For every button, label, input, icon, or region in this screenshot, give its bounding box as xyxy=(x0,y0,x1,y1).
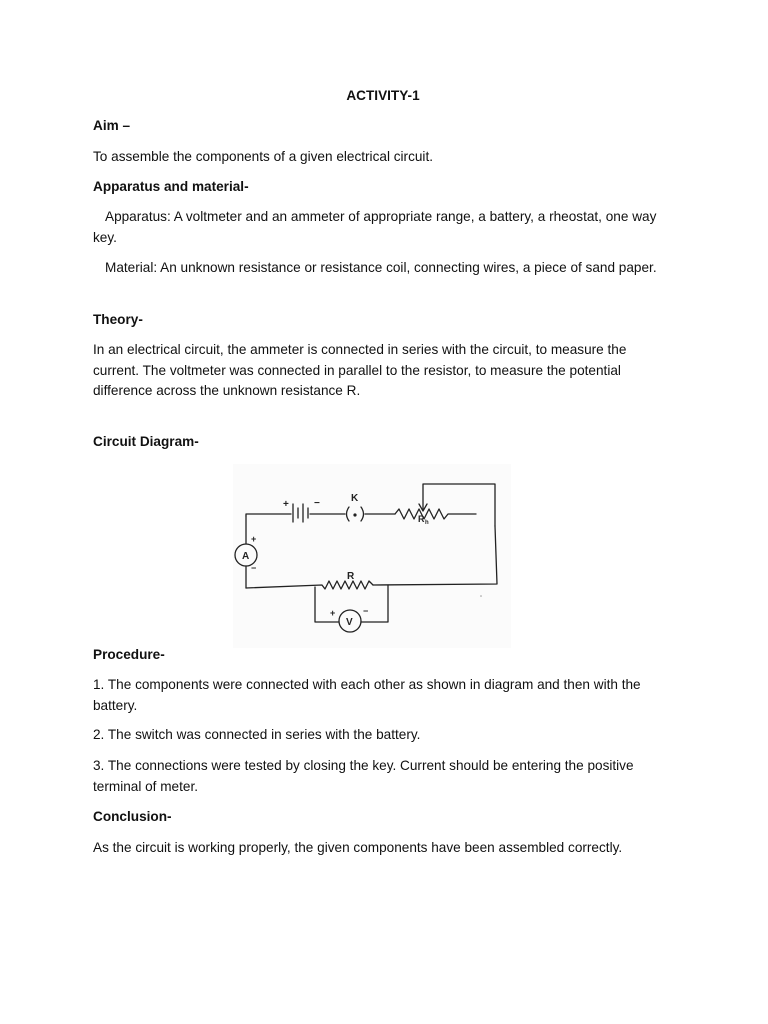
circuit-diagram xyxy=(233,464,511,648)
circuit-heading: Circuit Diagram- xyxy=(93,434,199,449)
rheostat-sub-label: h xyxy=(425,520,429,526)
key-dot xyxy=(353,513,356,516)
rheostat-coil xyxy=(395,509,476,519)
wire-top-left xyxy=(246,514,291,516)
aim-text: To assemble the components of a given electrical circuit. xyxy=(93,149,434,164)
battery-minus-label: − xyxy=(314,498,320,509)
key-bracket-right xyxy=(361,507,364,521)
procedure-step-1: 1. The components were connected with each other as shown in diagram and then with the battery. xyxy=(93,677,641,713)
wire-right xyxy=(373,526,497,585)
voltmeter-label: V xyxy=(346,617,353,628)
circuit-diagram-svg xyxy=(233,464,511,648)
voltmeter-plus-label: + xyxy=(330,608,336,618)
procedure-step-3: 3. The connections were tested by closing the key. Current should be entering the positive terminal of meter. xyxy=(93,758,634,794)
aim-heading: Aim – xyxy=(93,118,131,133)
rheostat-label: R xyxy=(418,514,425,524)
battery-plus-label: + xyxy=(283,499,289,510)
theory-heading: Theory- xyxy=(93,312,143,327)
page-title: ACTIVITY-1 xyxy=(346,88,420,103)
procedure-heading: Procedure- xyxy=(93,647,165,662)
conclusion-text: As the circuit is working properly, the given components have been assembled correctly. xyxy=(93,840,623,855)
voltmeter-minus-label: − xyxy=(363,606,369,616)
battery-symbol xyxy=(293,504,308,522)
procedure-step-2: 2. The switch was connected in series with the battery. xyxy=(93,727,421,742)
ammeter-label: A xyxy=(242,551,250,562)
ammeter-minus-label: − xyxy=(251,563,257,573)
key-bracket-left xyxy=(347,507,350,521)
rheostat-slider xyxy=(423,484,495,526)
conclusion-heading: Conclusion- xyxy=(93,809,172,824)
apparatus-text: Apparatus: A voltmeter and an ammeter of appropriate range, a battery, a rheostat, one way key. xyxy=(93,209,657,245)
resistor-label: R xyxy=(347,571,355,582)
key-label: K xyxy=(351,493,359,504)
material-text: Material: An unknown resistance or resistance coil, connecting wires, a piece of sand paper. xyxy=(105,260,657,275)
apparatus-heading: Apparatus and material- xyxy=(93,179,249,194)
faint-dot xyxy=(480,595,482,597)
resistor-coil xyxy=(246,581,373,589)
theory-text: In an electrical circuit, the ammeter is connected in series with the circuit, to measure the current. The voltmeter was connected in parallel to the resistor, to measure the potential difference across the unknown resistance R. xyxy=(93,342,627,398)
ammeter-plus-label: + xyxy=(251,534,257,544)
